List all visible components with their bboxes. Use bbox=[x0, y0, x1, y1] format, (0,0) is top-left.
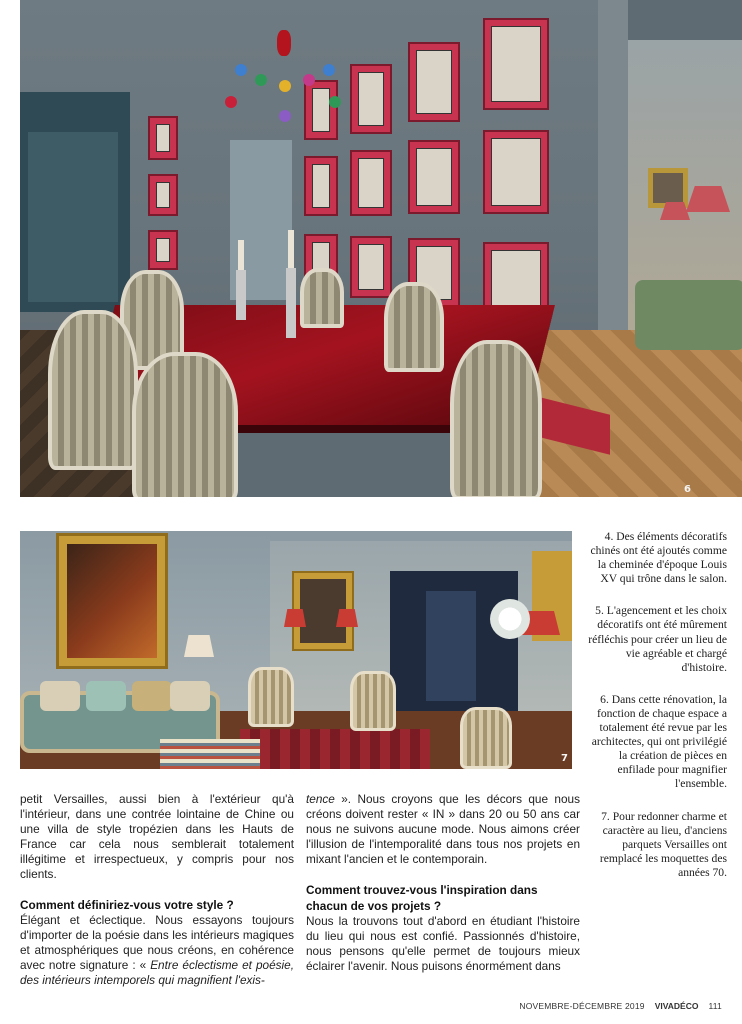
photo-lamp bbox=[184, 635, 214, 657]
photo-chair bbox=[300, 268, 344, 328]
article-paragraph: Nous la trouvons tout d'abord en étudiant l'histoire du lieu qui nous est confié. Passionnés d'histoire, nous pensons qu'elle permet de toujours mieux éclairer l'avenir. Nous puisons énormément dans bbox=[306, 913, 580, 973]
photo-chair bbox=[132, 352, 238, 497]
photo-navy-hallway bbox=[390, 571, 518, 721]
page-footer bbox=[490, 1000, 722, 1012]
article-quote: Entre éclectisme et poésie, des intérieurs intemporels qui magnifient l'exis- bbox=[20, 957, 294, 988]
photo-flowers bbox=[490, 599, 530, 639]
article-paragraph bbox=[20, 913, 294, 988]
photo-number: 7 bbox=[561, 753, 568, 764]
article-quote: tence bbox=[306, 792, 335, 806]
engraving-frame bbox=[408, 140, 460, 214]
caption-7: 7. Pour redonner charme et caractère au lieu, d'anciens parquets Versailles ont remplacé les moquettes des années 70. bbox=[599, 809, 727, 879]
photo-red-lamp bbox=[284, 609, 306, 627]
photo-candlestick bbox=[236, 270, 246, 320]
photo-chair bbox=[384, 282, 444, 372]
photo-gilded-painting bbox=[56, 533, 168, 669]
caption-5: 5. L'agencement et les choix décoratifs ont été mûrement réfléchis pour créer un lieu de vie agréable et chargé d'histoire. bbox=[588, 604, 727, 674]
photo-candle bbox=[238, 240, 244, 270]
photo-salon bbox=[20, 531, 572, 769]
photo-rug bbox=[240, 729, 430, 769]
photo-chair bbox=[48, 310, 138, 470]
engraving-frame bbox=[408, 42, 460, 122]
article-paragraph: petit Versailles, aussi bien à l'extérieur qu'à l'intérieur, dans une contrée lointaine de Chine ou une villa de style tropézien dans les Hauts de France car cela nous semblerait totalement illégitime et irrespectueux, y compris pour nos clients. bbox=[20, 792, 294, 882]
engraving-frame bbox=[350, 236, 392, 298]
article-column-left bbox=[20, 792, 294, 988]
photo-candlestick bbox=[286, 268, 296, 338]
caption-6: 6. Dans cette rénovation, la fonction de chaque espace a totalement été revue par les architectes, qui ont privilégié la création de pièces en enfilade pour magnifier l'ensemble. bbox=[591, 692, 727, 791]
photo-red-lamp bbox=[336, 609, 358, 627]
photo-armchair bbox=[460, 707, 512, 769]
article-heading: Comment trouvez-vous l'inspiration dans chacun de vos projets ? bbox=[306, 883, 538, 913]
caption-4: 4. Des éléments décoratifs chinés ont été ajoutés comme la cheminée d'époque Louis XV qui trône dans le salon. bbox=[590, 530, 727, 586]
photo-cushion bbox=[170, 681, 210, 711]
caption-column bbox=[587, 530, 727, 880]
photo-dining-room bbox=[20, 0, 742, 497]
photo-doorway-left bbox=[20, 92, 130, 312]
photo-number: 6 bbox=[684, 484, 691, 495]
engraving-frame bbox=[148, 116, 178, 160]
photo-cushion bbox=[40, 681, 80, 711]
photo-cushion bbox=[132, 681, 172, 711]
photo-sofa bbox=[635, 280, 742, 350]
article-paragraph bbox=[306, 792, 580, 867]
photo-chandelier bbox=[225, 30, 345, 130]
engraving-frame bbox=[350, 64, 392, 134]
photo-armchair bbox=[248, 667, 294, 727]
issue-date: NOVEMBRE-DÉCEMBRE 2019 bbox=[519, 1001, 645, 1011]
engraving-frame bbox=[350, 150, 392, 216]
engraving-frame bbox=[148, 230, 178, 270]
magazine-brand: VIVADÉCO bbox=[654, 1001, 699, 1011]
photo-cushion bbox=[86, 681, 126, 711]
article-heading: Comment définiriez-vous votre style ? bbox=[20, 897, 234, 912]
article-column-right bbox=[306, 792, 580, 974]
photo-candle bbox=[288, 230, 294, 268]
engraving-frame bbox=[148, 174, 178, 216]
article-text: ». Nous croyons que les décors que nous créons doivent rester « IN » dans 20 ou 50 ans car nous ne suivons aucune mode. Nous aimons créer l'illusion de l'intemporalité dans tous nos projets en mixant l'ancien et le contemporain. bbox=[306, 792, 580, 867]
engraving-frame bbox=[483, 18, 549, 110]
engraving-frame bbox=[483, 130, 549, 214]
photo-books bbox=[160, 739, 260, 769]
article-text: Élégant et éclectique. Nous essayons toujours d'importer de la poésie dans les intérieurs magiques et atmosphériques que nous créons, en cohérence avec notre signature : « bbox=[20, 912, 294, 972]
engraving-frame bbox=[304, 156, 338, 216]
photo-chair bbox=[450, 340, 542, 497]
page-number: 111 bbox=[708, 1001, 722, 1011]
photo-armchair bbox=[350, 671, 396, 731]
